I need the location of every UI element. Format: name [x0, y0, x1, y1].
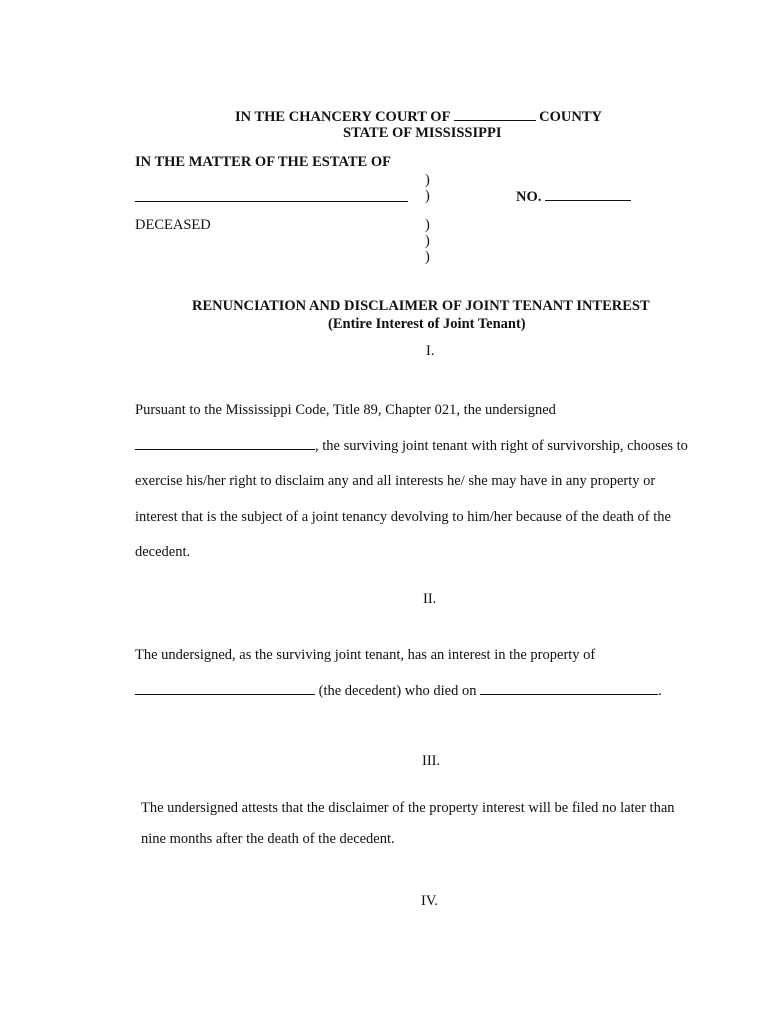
date-of-death-blank[interactable] — [480, 681, 658, 695]
section-3-line-2: nine months after the death of the decedent. — [141, 831, 395, 847]
section-2-line-2-text: (the decedent) who died on — [318, 683, 477, 699]
section-3-line-1: The undersigned attests that the disclaimer of the property interest will be filed no later than — [141, 800, 675, 816]
caption-paren: ) — [425, 172, 430, 188]
case-no-label: NO. — [516, 189, 542, 205]
court-line-right: COUNTY — [539, 109, 602, 125]
section-1-line-4: interest that is the subject of a joint tenancy devolving to him/her because of the death of the — [135, 509, 671, 525]
case-number-blank[interactable] — [545, 187, 631, 201]
section-heading-1: I. — [426, 343, 435, 359]
section-1-line-3: exercise his/her right to disclaim any and all interests he/ she may have in any property or — [135, 473, 656, 489]
document-title: RENUNCIATION AND DISCLAIMER OF JOINT TENANT INTEREST — [192, 298, 650, 314]
decedent-name-blank[interactable] — [135, 681, 315, 695]
section-2-line-1: The undersigned, as the surviving joint tenant, has an interest in the property of — [135, 647, 596, 663]
state-line: STATE OF MISSISSIPPI — [343, 125, 502, 141]
section-1-line-2-text: , the surviving joint tenant with right of survivorship, chooses to — [315, 438, 688, 454]
estate-name-blank[interactable] — [135, 188, 408, 202]
caption-paren: ) — [425, 249, 430, 265]
undersigned-name-blank[interactable] — [135, 436, 315, 450]
deceased-label: DECEASED — [135, 217, 211, 233]
section-heading-2: II. — [423, 591, 437, 607]
section-heading-3: III. — [422, 753, 441, 769]
section-1-line-5: decedent. — [135, 544, 191, 560]
section-2-line-2-end: . — [658, 683, 662, 699]
section-1-line-2 — [135, 436, 688, 455]
section-2-line-2 — [135, 681, 662, 700]
caption-paren: ) — [425, 233, 430, 249]
county-blank[interactable] — [454, 107, 536, 121]
section-1-line-1: Pursuant to the Mississippi Code, Title 89, Chapter 021, the undersigned — [135, 402, 556, 418]
case-number — [516, 187, 631, 206]
matter-line: IN THE MATTER OF THE ESTATE OF — [135, 154, 391, 170]
court-line-left: IN THE CHANCERY COURT OF — [235, 109, 450, 125]
caption-paren: ) — [425, 217, 430, 233]
section-heading-4: IV. — [421, 893, 439, 909]
document-subtitle: (Entire Interest of Joint Tenant) — [328, 316, 526, 332]
caption-paren: ) — [425, 188, 430, 204]
